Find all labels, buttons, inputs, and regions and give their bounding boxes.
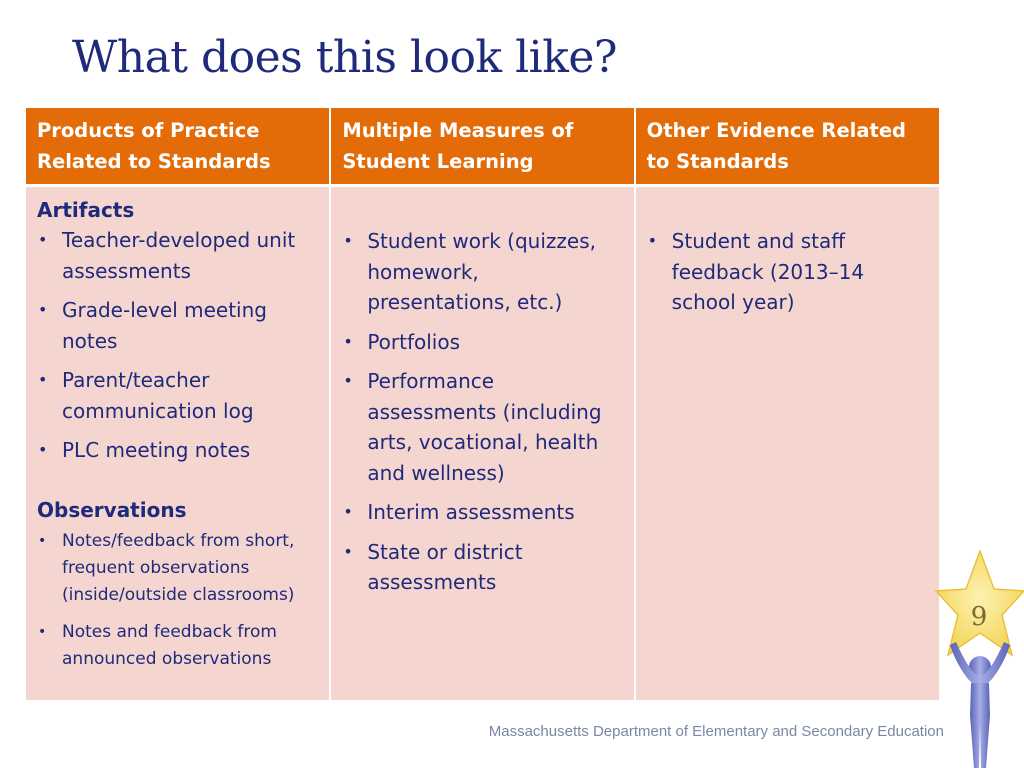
list-item: • Notes and feedback from announced observations (37, 619, 319, 673)
header-products: Products of Practice Related to Standards (26, 108, 330, 186)
list-item: • Student work (quizzes, homework, presentations, etc.) (342, 226, 623, 318)
list-item: • Student and staff feedback (2013–14 school year) (647, 226, 929, 318)
observations-list (37, 528, 319, 673)
artifacts-title: Artifacts (37, 198, 135, 222)
list-item: • Teacher-developed unit assessments (37, 225, 319, 286)
list-item: • Portfolios (342, 327, 623, 358)
footer-text: Massachusetts Department of Elementary and Secondary Education (488, 723, 944, 740)
table-header-row (26, 108, 939, 186)
list-item: • State or district assessments (342, 537, 623, 598)
list-item: • Grade-level meeting notes (37, 295, 319, 356)
header-other: Other Evidence Related to Standards (635, 108, 939, 186)
star-figure-icon (930, 545, 1024, 768)
list-item: • Performance assessments (including arts, vocational, health and wellness) (342, 366, 623, 488)
slide-title: What does this look like? (72, 32, 618, 83)
list-item: • Parent/teacher communication log (37, 365, 319, 426)
header-measures: Multiple Measures of Student Learning (330, 108, 634, 186)
other-list (647, 226, 929, 318)
artifacts-list (37, 225, 319, 466)
evidence-table (26, 108, 939, 700)
list-item: • PLC meeting notes (37, 435, 319, 466)
other-cell (635, 186, 939, 701)
observations-title: Observations (37, 497, 187, 522)
list-item: • Notes/feedback from short, frequent observations (inside/outside classrooms) (37, 528, 319, 609)
products-cell (26, 186, 330, 701)
page-number: 9 (970, 602, 988, 632)
table-row (26, 186, 939, 701)
measures-list (342, 226, 623, 598)
measures-cell (330, 186, 634, 701)
list-item: • Interim assessments (342, 497, 623, 528)
person-figure (950, 642, 1010, 768)
